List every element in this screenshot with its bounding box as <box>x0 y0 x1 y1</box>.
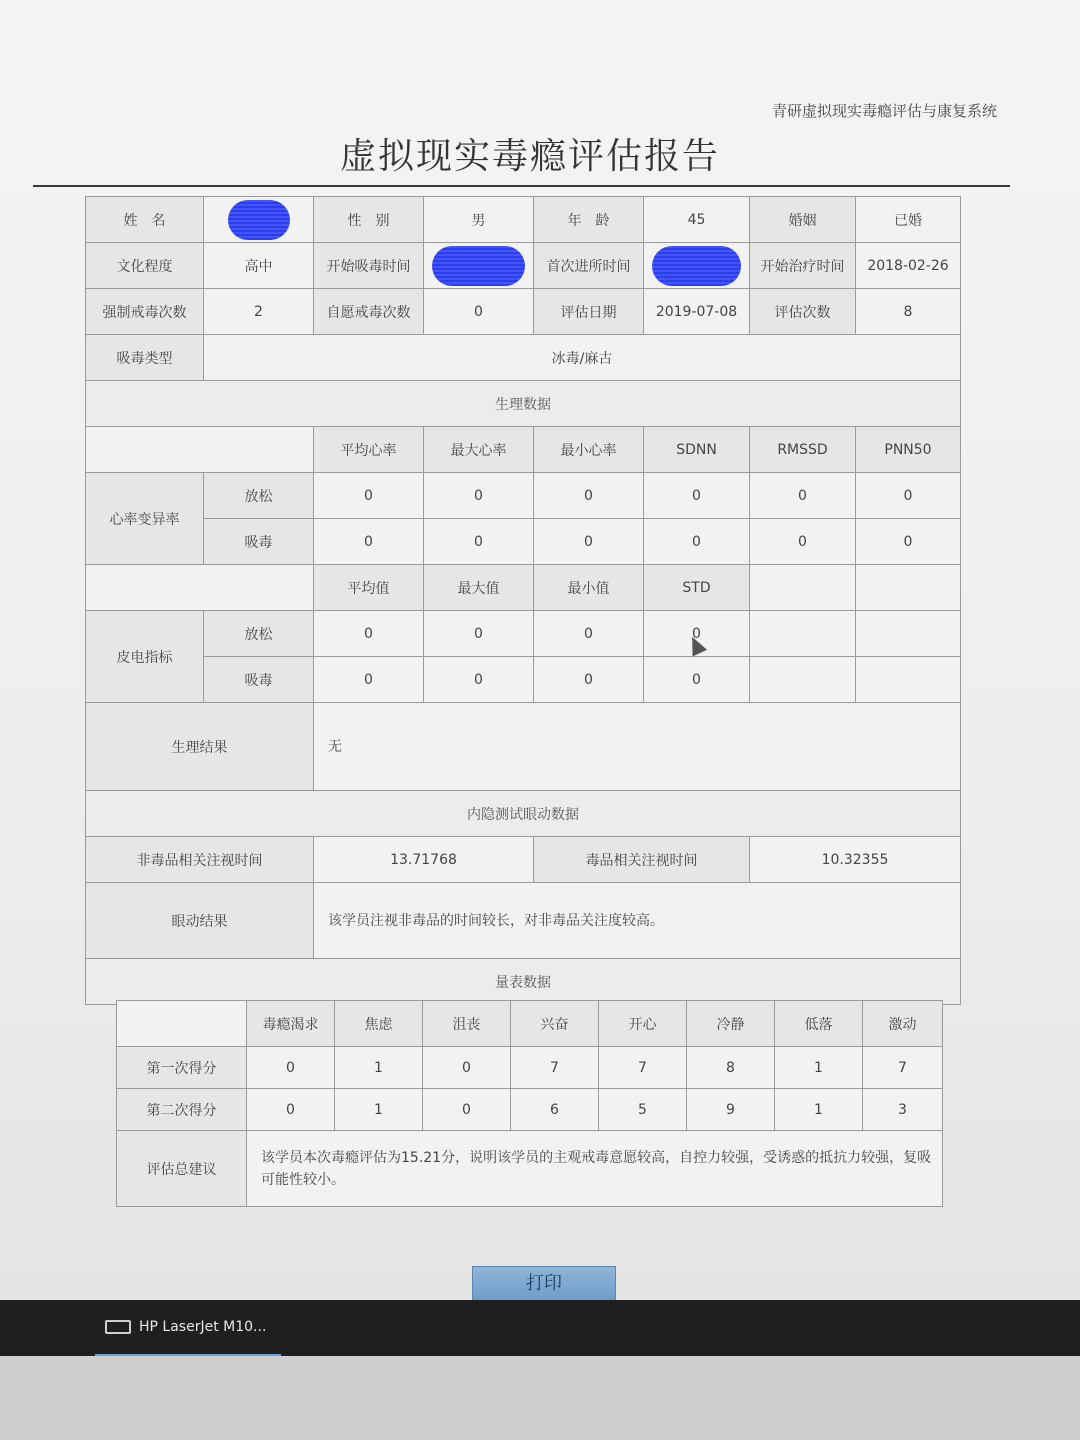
eda-header-blank <box>86 565 314 611</box>
eval-date-label: 评估日期 <box>534 289 644 335</box>
eda-header: STD <box>644 565 750 611</box>
report-table <box>85 196 961 1005</box>
eda-header: 最小值 <box>534 565 644 611</box>
relax-label: 放松 <box>204 473 314 519</box>
redaction-mark <box>432 246 525 286</box>
treatment-start-value: 2018-02-26 <box>856 243 961 289</box>
eda-cell: 0 <box>644 657 750 703</box>
scale-header: 冷静 <box>687 1001 775 1047</box>
scale-cell: 9 <box>687 1089 775 1131</box>
system-name: 青研虚拟现实毒瘾评估与康复系统 <box>772 102 998 120</box>
start-drug-label: 开始吸毒时间 <box>314 243 424 289</box>
scale-header: 开心 <box>599 1001 687 1047</box>
scale-cell: 1 <box>335 1047 423 1089</box>
scale-header-row <box>117 1001 943 1047</box>
scale-header: 低落 <box>775 1001 863 1047</box>
first-admit-label: 首次进所时间 <box>534 243 644 289</box>
eda-cell: 0 <box>424 657 534 703</box>
empty-cell <box>856 611 961 657</box>
taskbar-printer-label: HP LaserJet M10... <box>139 1319 267 1335</box>
scale-cell: 7 <box>511 1047 599 1089</box>
hrv-cell: 0 <box>644 473 750 519</box>
scale-header-blank <box>117 1001 247 1047</box>
physio-section-row <box>86 381 961 427</box>
eda-cell: 0 <box>534 611 644 657</box>
scale-second-row <box>117 1089 943 1131</box>
scale-cell: 0 <box>247 1089 335 1131</box>
summary-text: 该学员本次毒瘾评估为15.21分，说明该学员的主观戒毒意愿较高，自控力较强，受诱惑的抵抗力较强，复吸可能性较小。 <box>247 1131 943 1207</box>
start-drug-value <box>424 243 534 289</box>
scale-cell: 5 <box>599 1089 687 1131</box>
drug-label: 吸毒 <box>204 519 314 565</box>
report-title: 虚拟现实毒瘾评估报告 <box>340 136 721 177</box>
redaction-mark <box>652 246 741 286</box>
hrv-cell: 0 <box>534 473 644 519</box>
eye-section-title: 内隐测试眼动数据 <box>86 791 961 837</box>
first-score-label: 第一次得分 <box>117 1047 247 1089</box>
gender-label: 性 别 <box>314 197 424 243</box>
eda-cell: 0 <box>314 657 424 703</box>
name-value <box>204 197 314 243</box>
eda-drug-row <box>86 657 961 703</box>
age-label: 年 龄 <box>534 197 644 243</box>
hrv-header: PNN50 <box>856 427 961 473</box>
second-score-label: 第二次得分 <box>117 1089 247 1131</box>
scale-cell: 8 <box>687 1047 775 1089</box>
marriage-value: 已婚 <box>856 197 961 243</box>
physio-result-row <box>86 703 961 791</box>
eval-date-value: 2019-07-08 <box>644 289 750 335</box>
title-divider <box>33 185 1010 187</box>
scale-cell: 6 <box>511 1089 599 1131</box>
eye-result-value: 该学员注视非毒品的时间较长，对非毒品关注度较高。 <box>314 883 961 959</box>
physio-result-value: 无 <box>314 703 961 791</box>
empty-cell <box>856 657 961 703</box>
info-row-3 <box>86 289 961 335</box>
desk-area <box>0 1356 1080 1440</box>
hrv-cell: 0 <box>314 473 424 519</box>
taskbar <box>0 1300 1080 1356</box>
hrv-header: 最大心率 <box>424 427 534 473</box>
scale-section-title: 量表数据 <box>86 959 961 1005</box>
hrv-cell: 0 <box>750 473 856 519</box>
eda-relax-row <box>86 611 961 657</box>
scale-header: 沮丧 <box>423 1001 511 1047</box>
eye-result-label: 眼动结果 <box>86 883 314 959</box>
hrv-header: RMSSD <box>750 427 856 473</box>
education-label: 文化程度 <box>86 243 204 289</box>
info-row-1 <box>86 197 961 243</box>
scale-cell: 0 <box>423 1047 511 1089</box>
drug-label: 吸毒 <box>204 657 314 703</box>
scale-header: 兴奋 <box>511 1001 599 1047</box>
forced-label: 强制戒毒次数 <box>86 289 204 335</box>
eda-label: 皮电指标 <box>86 611 204 703</box>
name-label: 姓 名 <box>86 197 204 243</box>
hrv-drug-row <box>86 519 961 565</box>
eval-count-label: 评估次数 <box>750 289 856 335</box>
info-row-2 <box>86 243 961 289</box>
eye-section-row <box>86 791 961 837</box>
scale-cell: 0 <box>423 1089 511 1131</box>
scale-cell: 1 <box>775 1089 863 1131</box>
scale-cell: 0 <box>247 1047 335 1089</box>
drug-gaze-value: 10.32355 <box>750 837 961 883</box>
hrv-cell: 0 <box>424 519 534 565</box>
voluntary-value: 0 <box>424 289 534 335</box>
scale-header: 激动 <box>863 1001 943 1047</box>
physio-section-title: 生理数据 <box>86 381 961 427</box>
drug-type-value: 冰毒/麻古 <box>204 335 961 381</box>
nondrug-gaze-value: 13.71768 <box>314 837 534 883</box>
hrv-cell: 0 <box>534 519 644 565</box>
treatment-start-label: 开始治疗时间 <box>750 243 856 289</box>
voluntary-label: 自愿戒毒次数 <box>314 289 424 335</box>
eda-cell: 0 <box>644 611 750 657</box>
gender-value: 男 <box>424 197 534 243</box>
eval-count-value: 8 <box>856 289 961 335</box>
hrv-cell: 0 <box>856 519 961 565</box>
scale-cell: 1 <box>335 1089 423 1131</box>
eda-cell: 0 <box>314 611 424 657</box>
age-value: 45 <box>644 197 750 243</box>
hrv-label: 心率变异率 <box>86 473 204 565</box>
eda-header-row <box>86 565 961 611</box>
drug-gaze-label: 毒品相关注视时间 <box>534 837 750 883</box>
empty-cell <box>750 611 856 657</box>
marriage-label: 婚姻 <box>750 197 856 243</box>
first-admit-value <box>644 243 750 289</box>
scale-header: 焦虑 <box>335 1001 423 1047</box>
hrv-header-row <box>86 427 961 473</box>
hrv-header-blank <box>86 427 314 473</box>
hrv-cell: 0 <box>314 519 424 565</box>
hrv-header: SDNN <box>644 427 750 473</box>
hrv-cell: 0 <box>856 473 961 519</box>
scale-section-row <box>86 959 961 1005</box>
drug-type-label: 吸毒类型 <box>86 335 204 381</box>
education-value: 高中 <box>204 243 314 289</box>
hrv-cell: 0 <box>424 473 534 519</box>
empty-cell <box>750 657 856 703</box>
scale-cell: 7 <box>599 1047 687 1089</box>
empty-cell <box>856 565 961 611</box>
eda-header: 平均值 <box>314 565 424 611</box>
hrv-cell: 0 <box>644 519 750 565</box>
eda-cell: 0 <box>534 657 644 703</box>
hrv-cell: 0 <box>750 519 856 565</box>
scale-cell: 7 <box>863 1047 943 1089</box>
hrv-header: 最小心率 <box>534 427 644 473</box>
redaction-mark <box>228 200 290 240</box>
empty-cell <box>750 565 856 611</box>
physio-result-label: 生理结果 <box>86 703 314 791</box>
eda-cell: 0 <box>424 611 534 657</box>
print-button[interactable]: 打印 <box>472 1266 616 1302</box>
summary-label: 评估总建议 <box>117 1131 247 1207</box>
eda-header: 最大值 <box>424 565 534 611</box>
hrv-header: 平均心率 <box>314 427 424 473</box>
forced-value: 2 <box>204 289 314 335</box>
nondrug-gaze-label: 非毒品相关注视时间 <box>86 837 314 883</box>
scale-header: 毒瘾渴求 <box>247 1001 335 1047</box>
printer-icon <box>105 1320 131 1334</box>
taskbar-printer-item[interactable] <box>95 1300 281 1356</box>
scale-table <box>116 1000 943 1207</box>
drug-type-row <box>86 335 961 381</box>
scale-cell: 3 <box>863 1089 943 1131</box>
relax-label: 放松 <box>204 611 314 657</box>
scale-cell: 1 <box>775 1047 863 1089</box>
eye-data-row <box>86 837 961 883</box>
hrv-relax-row <box>86 473 961 519</box>
eye-result-row <box>86 883 961 959</box>
summary-row <box>117 1131 943 1207</box>
scale-first-row <box>117 1047 943 1089</box>
